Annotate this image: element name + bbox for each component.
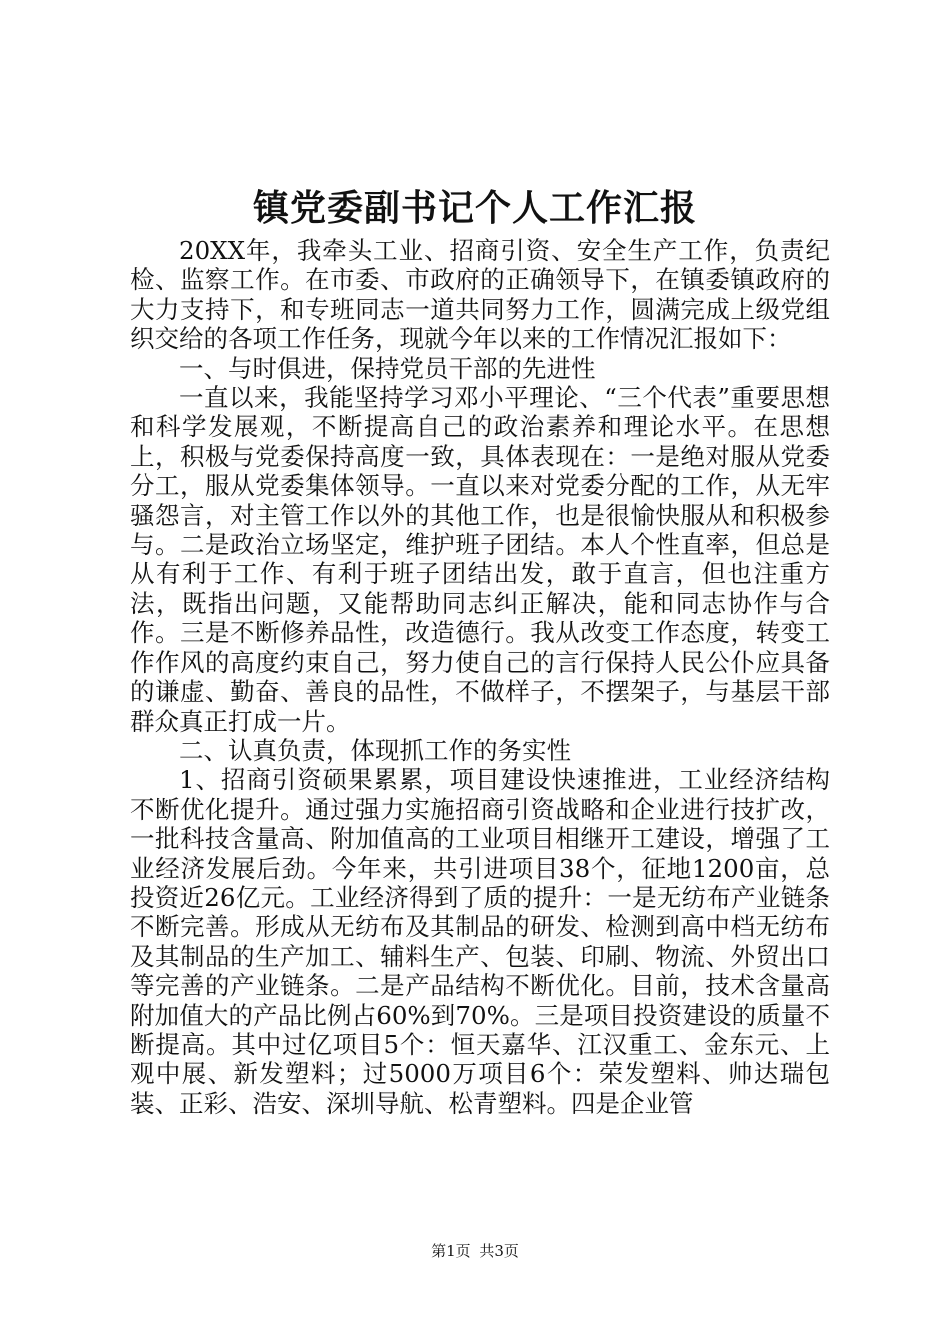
paragraph-section-1: 一直以来，我能坚持学习邓小平理论、“三个代表”重要思想和科学发展观，不断提高自己的政治素养和理论水平。在思想上，积极与党委保持高度一致，具体表现在：一是绝对服从党委分工，服从党委集体领导。一直以来对党委分配的工作，从无牢骚怨言，对主管工作以外的其他工作，也是很愉快服从和积极参与。二是政治立场坚定，维护班子团结。本人个性直率，但总是从有利于工作、有利于班子团结出发，敢于直言，但也注重方法，既指出问题，又能帮助同志纠正解决，能和同志协作与合作。三是不断修养品性，改造德行。我从改变工作态度，转变工作作风的高度约束自己，努力使自己的言行保持人民公仆应具备的谦虚、勤奋、善良的品性，不做样子，不摆架子，与基层干部群众真正打成一片。 <box>130 383 830 736</box>
page-footer <box>0 1241 950 1261</box>
page-total: 共3页 <box>479 1242 519 1260</box>
document-title: 镇党委副书记个人工作汇报 <box>252 187 697 229</box>
page-number: 第1页 <box>431 1242 471 1260</box>
document-body <box>130 236 830 1118</box>
section-heading-1: 一、与时俱进，保持党员干部的先进性 <box>179 353 596 383</box>
paragraph-intro: 20XX年，我牵头工业、招商引资、安全生产工作，负责纪检、监察工作。在市委、市政府的正确领导下，在镇委镇政府的大力支持下，和专班同志一道共同努力工作，圆满完成上级党组织交给的各项工作任务，现就今年以来的工作情况汇报如下： <box>130 236 830 354</box>
section-heading-2: 二、认真负责，体现抓工作的务实性 <box>179 735 571 765</box>
paragraph-section-2: 1、招商引资硕果累累，项目建设快速推进，工业经济结构不断优化提升。通过强力实施招商引资战略和企业进行技扩改，一批科技含量高、附加值高的工业项目相继开工建设，增强了工业经济发展后劲。今年来，共引进项目38个，征地1200亩，总投资近26亿元。工业经济得到了质的提升：一是无纺布产业链条不断完善。形成从无纺布及其制品的研发、检测到高中档无纺布及其制品的生产加工、辅料生产、包装、印刷、物流、外贸出口等完善的产业链条。二是产品结构不断优化。目前，技术含量高附加值大的产品比例占60%到70%。三是项目投资建设的质量不断提高。其中过亿项目5个：恒天嘉华、江汉重工、金东元、上观中展、新发塑料；过5000万项目6个：荣发塑料、帅达瑞包装、正彩、浩安、深圳导航、松青塑料。四是企业管 <box>130 765 830 1118</box>
